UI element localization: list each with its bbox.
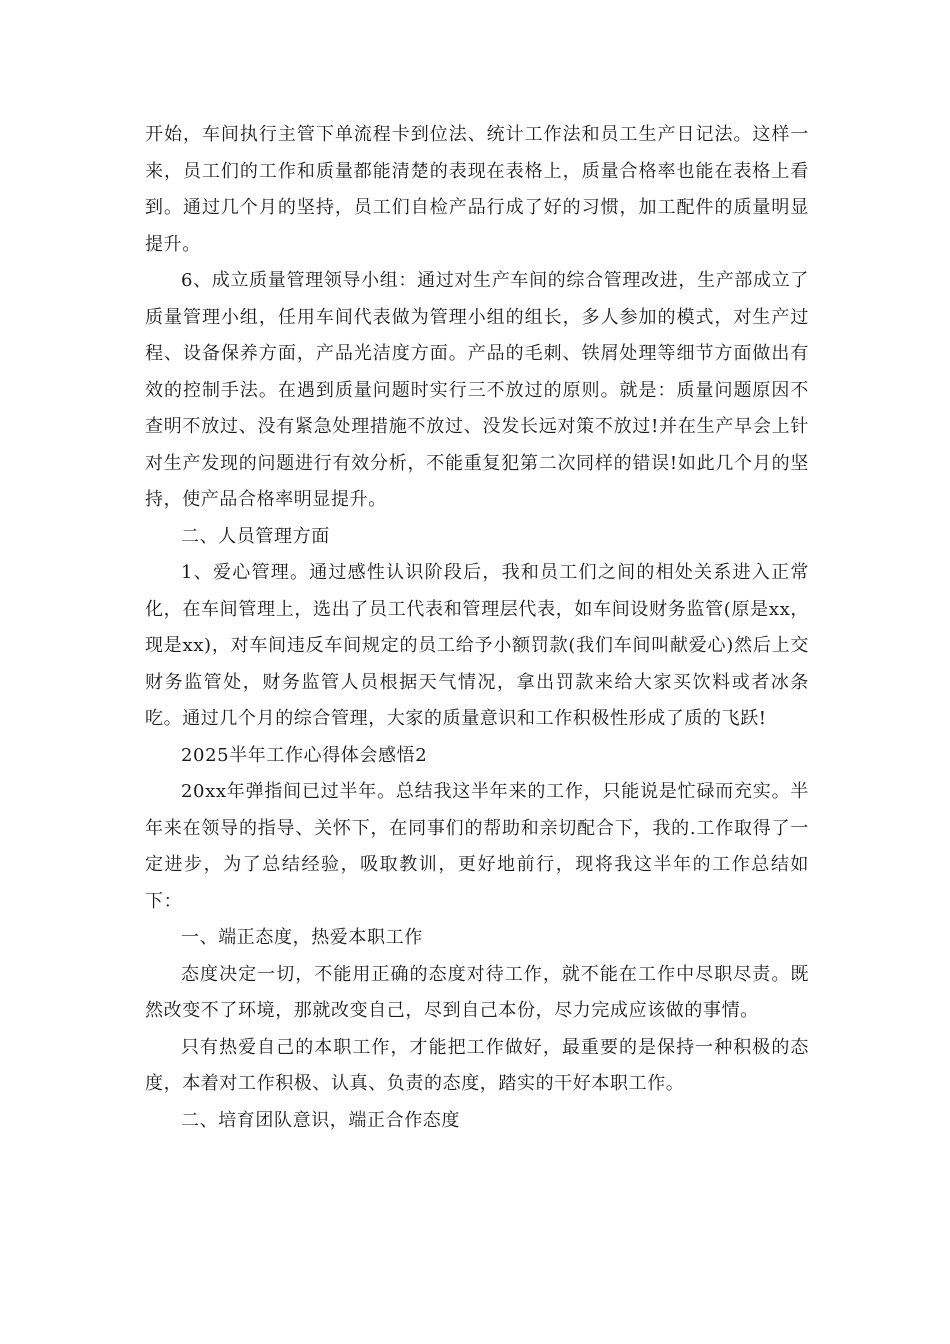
section-heading-teamwork: 二、培育团队意识，端正合作态度 (181, 1109, 460, 1131)
paragraph-attitude: 态度决定一切，不能用正确的态度对待工作，就不能在工作中尽职尽责。既然改变不了环境，那就改变自己，尽到自己本份，尽力完成应该做的事情。 (145, 963, 809, 1021)
article-title-2: 2025半年工作心得体会感悟2 (181, 744, 428, 766)
paragraph-love-work: 只有热爱自己的本职工作，才能把工作做好，最重要的是保持一种积极的态度，本着对工作积极、认真、负责的态度，踏实的干好本职工作。 (145, 1036, 809, 1094)
paragraph-continuation: 开始，车间执行主管下单流程卡到位法、统计工作法和员工生产日记法。这样一来，员工们的工作和质量都能清楚的表现在表格上，质量合格率也能在表格上看到。通过几个月的坚持，员工们自检产品行成了好的习惯，加工配件的质量明显提升。 (145, 124, 809, 255)
paragraph-care-management: 1、爱心管理。通过感性认识阶段后，我和员工们之间的相处关系进入正常化，在车间管理上，选出了员工代表和管理层代表，如车间设财务监管(原是xx，现是xx)，对车间违反车间规定的员工给予小额罚款(我们车间叫献爱心)然后上交财务监管处，财务监管人员根据天气情况，拿出罚款来给大家买饮料或者冰条吃。通过几个月的综合管理，大家的质量意识和工作积极性形成了质的飞跃! (145, 562, 809, 729)
section-heading-personnel: 二、人员管理方面 (181, 525, 330, 547)
section-heading-attitude: 一、端正态度，热爱本职工作 (181, 927, 423, 948)
document-body (145, 117, 809, 1139)
paragraph-intro: 20xx年弹指间已过半年。总结我这半年来的工作，只能说是忙碌而充实。半年来在领导的指导、关怀下，在同事们的帮助和亲切配合下，我的.工作取得了一定进步，为了总结经验，吸取教训，更好地前行，现将我这半年的工作总结如下： (145, 781, 809, 912)
paragraph-quality-group: 6、成立质量管理领导小组：通过对生产车间的综合管理改进，生产部成立了质量管理小组，任用车间代表做为管理小组的组长，多人参加的模式，对生产过程、设备保养方面，产品光洁度方面。产品的毛刺、铁屑处理等细节方面做出有效的控制手法。在遇到质量问题时实行三不放过的原则。就是：质量问题原因不查明不放过、没有紧急处理措施不放过、没发长远对策不放过!并在生产早会上针对生产发现的问题进行有效分析，不能重复犯第二次同样的错误!如此几个月的坚持，使产品合格率明显提升。 (145, 270, 809, 510)
